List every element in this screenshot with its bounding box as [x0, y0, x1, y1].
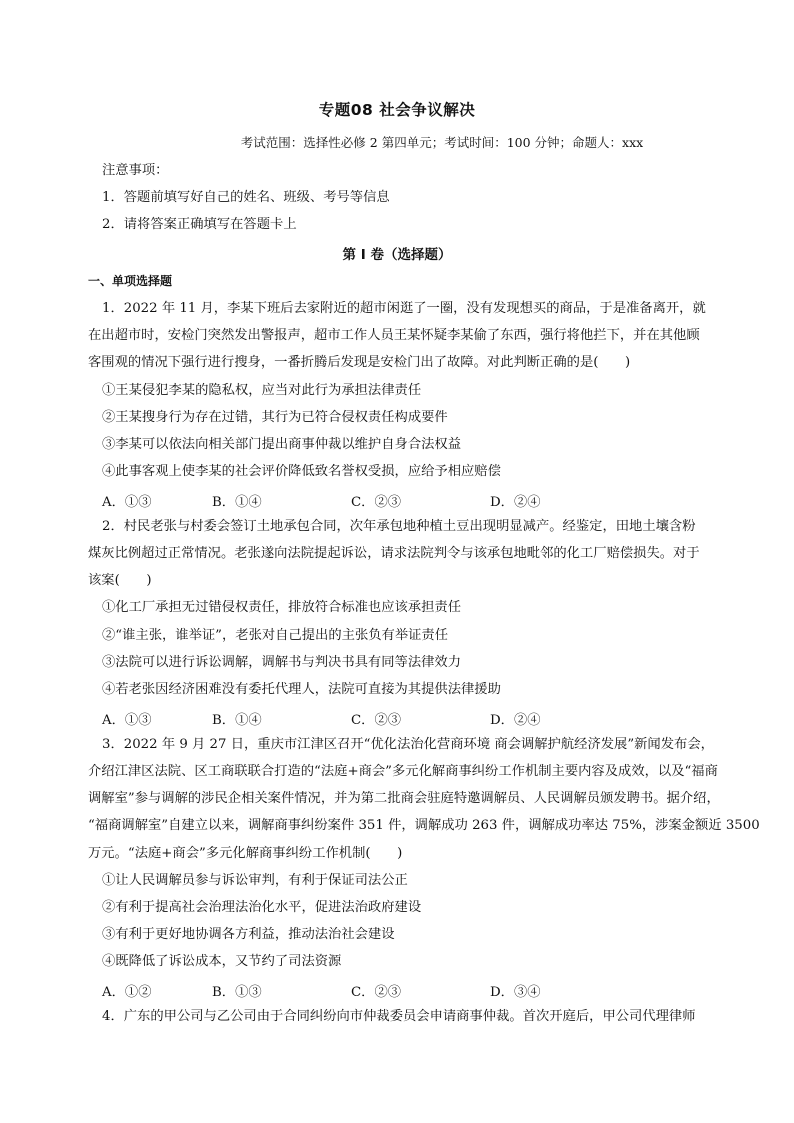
question-1-stem-line: 在出超市时，安检门突然发出警报声，超市工作人员王某怀疑李某偷了东西，强行将他拦下，并在其他顾: [88, 328, 700, 343]
question-3-options: [102, 981, 662, 999]
notes-heading: 注意事项：: [102, 163, 169, 178]
option-a[interactable]: A．①②: [102, 985, 152, 1000]
question-4-stem-line: 4．广东的甲公司与乙公司由于合同纠纷向市仲裁委员会申请商事仲裁。首次开庭后，甲公司代理律师: [102, 1009, 696, 1024]
option-a[interactable]: A．①③: [102, 495, 152, 510]
option-c[interactable]: C．②③: [351, 713, 402, 728]
question-1-statement: ②王某搜身行为存在过错，其行为已符合侵权责任构成要件: [102, 410, 448, 425]
question-2-stem-line: 该案( ): [88, 573, 152, 588]
part-title: 一、单项选择题: [88, 274, 173, 288]
question-3-statement: ④既降低了诉讼成本，又节约了司法资源: [102, 954, 342, 969]
question-2-stem-line: 2．村民老张与村委会签订土地承包合同，次年承包地种植土豆出现明显减产。经鉴定，田地土壤含粉: [102, 519, 696, 534]
section-title: 第 I 卷（选择题）: [342, 247, 452, 263]
question-3-statement: ③有利于更好地协调各方利益，推动法治社会建设: [102, 927, 395, 942]
question-3-stem-line: 万元。“法庭+商会”多元化解商事纠纷工作机制( ): [88, 846, 403, 861]
question-2-statement: ①化工厂承担无过错侵权责任，排放符合标准也应该承担责任: [102, 600, 462, 615]
question-1-stem-line: 客围观的情况下强行进行搜身，一番折腾后发现是安检门出了故障。对此判断正确的是( ): [88, 355, 631, 370]
note-item: 2．请将答案正确填写在答题卡上: [102, 217, 297, 232]
question-3-statement: ①让人民调解员参与诉讼审判，有利于保证司法公正: [102, 873, 408, 888]
option-d[interactable]: D．②④: [490, 495, 541, 510]
option-b[interactable]: B．①③: [212, 985, 262, 1000]
option-a[interactable]: A．①③: [102, 713, 152, 728]
question-2-options: [102, 709, 662, 727]
note-item: 1．答题前填写好自己的姓名、班级、考号等信息: [102, 190, 390, 205]
exam-info: 考试范围：选择性必修 2 第四单元；考试时间：100 分钟；命题人：xxx: [240, 135, 644, 150]
question-3-stem-line: 调解室”参与调解的涉民企相关案件情况，并为第二批商会驻庭特邀调解员、人民调解员颁发聘书。据介绍，: [88, 791, 720, 806]
option-c[interactable]: C．②③: [351, 985, 402, 1000]
question-1-options: [102, 491, 662, 509]
option-c[interactable]: C．②③: [351, 495, 402, 510]
question-1-statement: ④此事客观上使李某的社会评价降低致名誉权受损，应给予相应赔偿: [102, 464, 501, 479]
question-3-stem-line: 介绍江津区法院、区工商联联合打造的“法庭+商会”多元化解商事纠纷工作机制主要内容及成效，以及“福商: [88, 764, 718, 779]
question-1-stem-line: 1．2022 年 11 月，李某下班后去家附近的超市闲逛了一圈，没有发现想买的商品，于是准备离开，就: [102, 301, 706, 316]
option-b[interactable]: B．①④: [212, 713, 262, 728]
question-2-statement: ④若老张因经济困难没有委托代理人，法院可直接为其提供法律援助: [102, 682, 501, 697]
option-d[interactable]: D．②④: [490, 713, 541, 728]
question-3-statement: ②有利于提高社会治理法治化水平，促进法治政府建设: [102, 900, 422, 915]
option-b[interactable]: B．①④: [212, 495, 262, 510]
option-d[interactable]: D．③④: [490, 985, 541, 1000]
question-3-stem-line: “福商调解室”自建立以来，调解商事纠纷案件 351 件，调解成功 263 件，调解成功率达 75%，涉案金额近 3500: [88, 818, 760, 833]
question-2-statement: ③法院可以进行诉讼调解，调解书与判决书具有同等法律效力: [102, 655, 462, 670]
question-1-statement: ①王某侵犯李某的隐私权，应当对此行为承担法律责任: [102, 383, 422, 398]
question-2-statement: ②“谁主张，谁举证”，老张对自己提出的主张负有举证责任: [102, 628, 449, 643]
question-3-stem-line: 3．2022 年 9 月 27 日，重庆市江津区召开“优化法治化营商环境 商会调解护航经济发展”新闻发布会，: [102, 737, 714, 752]
question-1-statement: ③李某可以依法向相关部门提出商事仲裁以维护自身合法权益: [102, 437, 462, 452]
question-2-stem-line: 煤灰比例超过正常情况。老张遂向法院提起诉讼，请求法院判令与该承包地毗邻的化工厂赔偿损失。对于: [88, 546, 700, 561]
document-title: 专题08 社会争议解决: [318, 101, 476, 119]
